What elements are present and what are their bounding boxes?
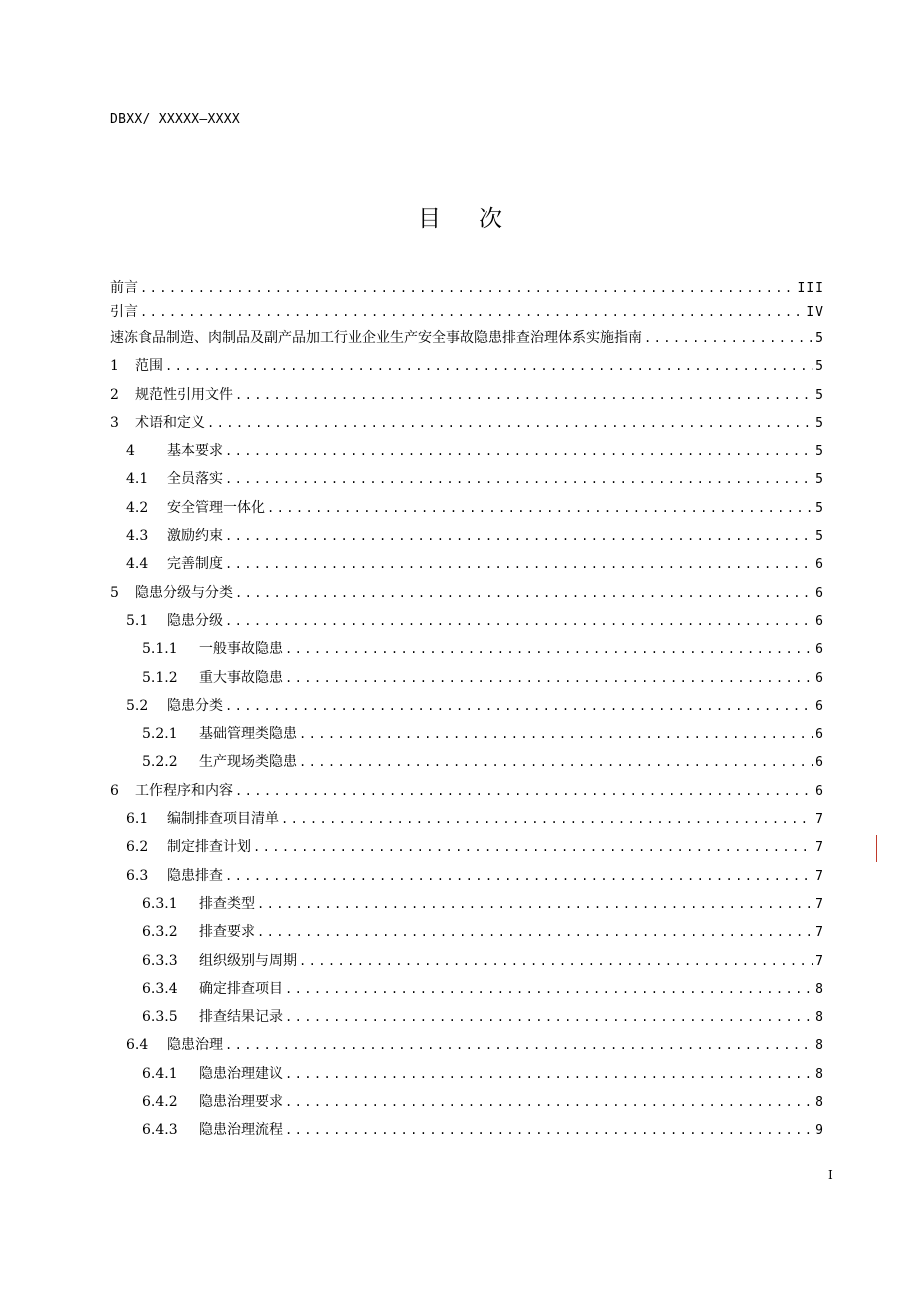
- toc-entry-number: 4.1: [126, 471, 149, 488]
- toc-entry-page: 7: [815, 812, 824, 828]
- toc-entry-page: 7: [815, 840, 824, 856]
- toc-entry-number: 6.4.3: [142, 1122, 178, 1139]
- toc-entry[interactable]: [110, 409, 824, 437]
- toc-dot-leader: [285, 1088, 813, 1116]
- toc-entry-label: 速冻食品制造、肉制品及副产品加工行业企业生产安全事故隐患排查治理体系实施指南: [110, 330, 642, 346]
- toc-entry[interactable]: [110, 301, 824, 325]
- toc-entry-label: 制定排查计划: [167, 839, 251, 856]
- toc-dot-leader: [235, 381, 813, 409]
- toc-entry-number: 6.3: [126, 867, 149, 884]
- toc-entry-number: 5.1.1: [142, 641, 178, 658]
- toc-entry-page: 5: [815, 500, 824, 516]
- toc-entry[interactable]: [110, 607, 824, 635]
- toc-entry[interactable]: [110, 324, 824, 352]
- toc-entry-label: 隐患分级: [167, 612, 223, 629]
- document-code: DBXX/ XXXXX—XXXX: [110, 112, 241, 127]
- toc-entry-page: 5: [815, 415, 824, 431]
- page-number: I: [828, 1168, 833, 1182]
- toc-entry[interactable]: [110, 381, 824, 409]
- toc-dot-leader: [225, 692, 813, 720]
- toc-entry-number: 5.2.2: [142, 754, 178, 771]
- toc-entry-label: 安全管理一体化: [167, 499, 265, 516]
- toc-entry-page: 6: [815, 613, 824, 629]
- toc-entry-label: 隐患分类: [167, 697, 223, 714]
- toc-entry-number: 4: [126, 443, 135, 460]
- toc-entry-number: 6.3.1: [142, 895, 178, 912]
- toc-entry-page: 7: [815, 925, 824, 941]
- toc-entry-number: 5.2.1: [142, 726, 178, 743]
- toc-entry[interactable]: [110, 277, 824, 301]
- toc-entry-number: 6.3.2: [142, 924, 178, 941]
- toc-dot-leader: [225, 437, 813, 465]
- toc-entry-page: 5: [815, 331, 824, 346]
- toc-dot-leader: [285, 1116, 813, 1144]
- toc-entry-number: 2: [110, 386, 119, 403]
- toc-entry-page: 6: [815, 755, 824, 771]
- toc-dot-leader: [225, 1031, 813, 1059]
- toc-entry[interactable]: [110, 352, 824, 380]
- toc-entry-label: 排查结果记录: [199, 1009, 283, 1026]
- toc-entry-number: 6.2: [126, 839, 149, 856]
- toc-entry-label: 排查类型: [199, 895, 255, 912]
- toc-entry-page: 8: [815, 1066, 824, 1082]
- toc-entry-page: 6: [815, 642, 824, 658]
- toc-entry[interactable]: [110, 947, 824, 975]
- toc-entry-label: 规范性引用文件: [135, 386, 233, 403]
- toc-entry-page: 6: [815, 783, 824, 799]
- toc-dot-leader: [267, 494, 813, 522]
- toc-entry-page: 8: [815, 981, 824, 997]
- toc-entry-page: 8: [815, 1010, 824, 1026]
- toc-entry-number: 3: [110, 414, 119, 431]
- toc-entry-number: 5.1.2: [142, 669, 178, 686]
- toc-dot-leader: [285, 635, 813, 663]
- toc-entry-label: 编制排查项目清单: [167, 811, 279, 828]
- toc-entry-label: 生产现场类隐患: [199, 754, 297, 771]
- toc-entry-number: 6.1: [126, 811, 149, 828]
- toc-dot-leader: [225, 862, 813, 890]
- toc-dot-leader: [225, 550, 813, 578]
- toc-entry-label: 确定排查项目: [199, 980, 283, 997]
- toc-dot-leader: [285, 975, 813, 1003]
- toc-entry-label: 隐患分级与分类: [135, 584, 233, 601]
- toc-entry[interactable]: [110, 1116, 824, 1144]
- toc-entry-number: 5: [110, 584, 119, 601]
- toc-entry[interactable]: [110, 550, 824, 578]
- toc-entry-page: III: [797, 281, 824, 296]
- toc-dot-leader: [253, 833, 813, 861]
- toc-dot-leader: [207, 409, 813, 437]
- toc-dot-leader: [235, 777, 813, 805]
- table-of-contents: [110, 277, 824, 1145]
- toc-entry[interactable]: [110, 522, 824, 550]
- toc-entry-number: 6.3.4: [142, 980, 178, 997]
- toc-entry-label: 完善制度: [167, 556, 223, 573]
- toc-entry[interactable]: [110, 494, 824, 522]
- toc-entry[interactable]: [110, 975, 824, 1003]
- toc-entry-label: 激励约束: [167, 528, 223, 545]
- toc-dot-leader: [225, 465, 813, 493]
- toc-entry-number: 5.1: [126, 612, 149, 629]
- toc-entry-page: 5: [815, 359, 824, 375]
- toc-entry-label: 一般事故隐患: [199, 641, 283, 658]
- toc-entry-label: 范围: [135, 358, 163, 375]
- toc-entry[interactable]: [110, 1003, 824, 1031]
- toc-entry-page: 6: [815, 557, 824, 573]
- toc-dot-leader: [140, 277, 796, 301]
- toc-entry-page: 7: [815, 896, 824, 912]
- toc-entry-label: 引言: [110, 303, 138, 320]
- toc-dot-leader: [257, 918, 813, 946]
- toc-entry[interactable]: [110, 1031, 824, 1059]
- toc-entry-label: 前言: [110, 280, 138, 296]
- toc-entry-page: 5: [815, 529, 824, 545]
- toc-entry-page: 7: [815, 953, 824, 969]
- toc-entry-number: 4.2: [126, 499, 149, 516]
- toc-entry-page: 8: [815, 1095, 824, 1111]
- toc-entry-label: 隐患治理流程: [199, 1122, 283, 1139]
- toc-entry-label: 隐患排查: [167, 867, 223, 884]
- toc-dot-leader: [644, 324, 813, 352]
- toc-entry-number: 6.4.2: [142, 1094, 178, 1111]
- toc-entry[interactable]: [110, 918, 824, 946]
- toc-entry-page: 5: [815, 472, 824, 488]
- toc-entry-page: 9: [815, 1123, 824, 1139]
- toc-entry[interactable]: [110, 890, 824, 918]
- toc-entry[interactable]: [110, 579, 824, 607]
- toc-entry-label: 组织级别与周期: [199, 952, 297, 969]
- toc-dot-leader: [299, 748, 813, 776]
- toc-dot-leader: [285, 1003, 813, 1031]
- toc-dot-leader: [225, 607, 813, 635]
- toc-entry[interactable]: [110, 437, 824, 465]
- toc-entry-label: 全员落实: [167, 471, 223, 488]
- toc-entry-page: IV: [806, 304, 824, 320]
- toc-entry-number: 6.3.5: [142, 1009, 178, 1026]
- toc-entry[interactable]: [110, 777, 824, 805]
- toc-entry-page: 8: [815, 1038, 824, 1054]
- toc-entry[interactable]: [110, 862, 824, 890]
- toc-entry-label: 隐患治理要求: [199, 1094, 283, 1111]
- toc-entry[interactable]: [110, 833, 824, 861]
- toc-entry-page: 7: [815, 868, 824, 884]
- toc-entry[interactable]: [110, 664, 824, 692]
- toc-entry-page: 6: [815, 727, 824, 743]
- toc-dot-leader: [235, 579, 813, 607]
- toc-entry-number: 5.2: [126, 697, 149, 714]
- toc-entry-label: 排查要求: [199, 924, 255, 941]
- toc-entry-number: 4.3: [126, 528, 149, 545]
- margin-change-mark: [876, 835, 877, 862]
- toc-dot-leader: [281, 805, 813, 833]
- toc-entry-page: 6: [815, 585, 824, 601]
- toc-entry-number: 6.3.3: [142, 952, 178, 969]
- toc-entry-number: 6.4: [126, 1037, 149, 1054]
- toc-entry-number: 4.4: [126, 556, 149, 573]
- toc-title: 目次: [418, 206, 540, 232]
- toc-dot-leader: [299, 947, 813, 975]
- toc-entry[interactable]: [110, 1088, 824, 1116]
- toc-dot-leader: [225, 522, 813, 550]
- toc-entry[interactable]: [110, 635, 824, 663]
- toc-entry[interactable]: [110, 720, 824, 748]
- toc-entry-label: 基础管理类隐患: [199, 726, 297, 743]
- toc-entry-label: 隐患治理: [167, 1037, 223, 1054]
- toc-entry-number: 1: [110, 358, 119, 375]
- toc-entry-page: 5: [815, 387, 824, 403]
- toc-entry-label: 术语和定义: [135, 414, 205, 431]
- toc-entry-label: 重大事故隐患: [199, 669, 283, 686]
- toc-dot-leader: [165, 352, 813, 380]
- toc-entry-label: 基本要求: [167, 443, 223, 460]
- toc-entry[interactable]: [110, 1060, 824, 1088]
- toc-entry-page: 5: [815, 444, 824, 460]
- toc-dot-leader: [299, 720, 813, 748]
- toc-entry-page: 6: [815, 670, 824, 686]
- toc-entry-number: 6.4.1: [142, 1065, 178, 1082]
- toc-entry[interactable]: [110, 692, 824, 720]
- toc-entry[interactable]: [110, 465, 824, 493]
- toc-entry-page: 6: [815, 698, 824, 714]
- toc-entry-label: 工作程序和内容: [135, 782, 233, 799]
- toc-entry-number: 6: [110, 782, 119, 799]
- toc-dot-leader: [285, 664, 813, 692]
- toc-entry-label: 隐患治理建议: [199, 1065, 283, 1082]
- toc-entry[interactable]: [110, 805, 824, 833]
- toc-entry[interactable]: [110, 748, 824, 776]
- toc-dot-leader: [285, 1060, 813, 1088]
- toc-dot-leader: [140, 301, 804, 325]
- toc-dot-leader: [257, 890, 813, 918]
